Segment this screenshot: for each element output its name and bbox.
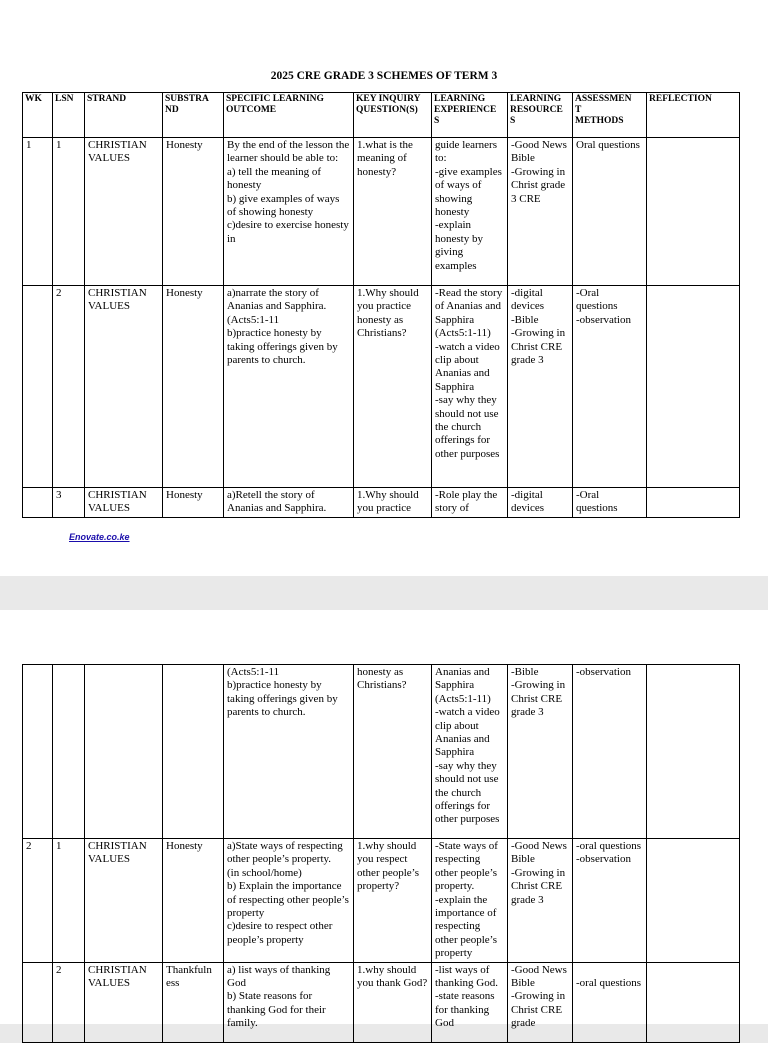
cell-kiq: 1.why should you thank God?	[354, 962, 432, 1042]
cell-slo: a)narrate the story of Ananias and Sapphira. (Acts5:1-11 b)practice honesty by taking offerings given by parents to church.	[224, 286, 354, 488]
cell-slo: (Acts5:1-11 b)practice honesty by taking offerings given by parents to church.	[224, 665, 354, 839]
header-experiences: LEARNING EXPERIENCE S	[432, 93, 508, 138]
cell-resources: -Good News Bible -Growing in Christ CRE grade 3	[508, 839, 573, 963]
cell-substrand	[163, 665, 224, 839]
cell-assessment: -Oral questions -observation	[573, 286, 647, 488]
table-row	[23, 286, 740, 488]
cell-lsn	[53, 665, 85, 839]
cell-lsn: 2	[53, 962, 85, 1042]
cell-assessment: -oral questions -observation	[573, 839, 647, 963]
cell-reflection	[647, 138, 740, 286]
cell-resources: -Bible -Growing in Christ CRE grade 3	[508, 665, 573, 839]
cell-resources: -digital devices -Bible -Growing in Christ CRE grade 3	[508, 286, 573, 488]
cell-wk: 2	[23, 839, 53, 963]
header-strand: STRAND	[85, 93, 163, 138]
cell-strand: CHRISTIAN VALUES	[85, 488, 163, 518]
cell-assessment: -Oral questions	[573, 488, 647, 518]
cell-reflection	[647, 665, 740, 839]
header-slo: SPECIFIC LEARNING OUTCOME	[224, 93, 354, 138]
header-substrand: SUBSTRA ND	[163, 93, 224, 138]
cell-strand	[85, 665, 163, 839]
table-row	[23, 138, 740, 286]
cell-kiq: 1.Why should you practice honesty as Christians?	[354, 286, 432, 488]
cell-experiences: -State ways of respecting other people’s property. -explain the importance of respecting other people’s property	[432, 839, 508, 963]
cell-wk	[23, 488, 53, 518]
cell-lsn: 3	[53, 488, 85, 518]
cell-resources: -Good News Bible -Growing in Christ CRE grade	[508, 962, 573, 1042]
footer-link[interactable]: Enovate.co.ke	[69, 532, 130, 542]
cell-reflection	[647, 286, 740, 488]
cell-lsn: 2	[53, 286, 85, 488]
cell-slo: a)Retell the story of Ananias and Sapphira.	[224, 488, 354, 518]
cell-wk: 1	[23, 138, 53, 286]
cell-substrand: Thankfuln ess	[163, 962, 224, 1042]
cell-assessment: -observation	[573, 665, 647, 839]
cell-strand: CHRISTIAN VALUES	[85, 839, 163, 963]
cell-kiq: 1.why should you respect other people’s property?	[354, 839, 432, 963]
cell-assessment: -oral questions	[573, 962, 647, 1042]
cell-reflection	[647, 962, 740, 1042]
cell-lsn: 1	[53, 138, 85, 286]
cell-substrand: Honesty	[163, 286, 224, 488]
cell-kiq: 1.Why should you practice	[354, 488, 432, 518]
header-assessment: ASSESSMEN T METHODS	[573, 93, 647, 138]
schemes-table	[22, 92, 740, 518]
cell-kiq: honesty as Christians?	[354, 665, 432, 839]
cell-experiences: -Role play the story of	[432, 488, 508, 518]
cell-substrand: Honesty	[163, 488, 224, 518]
cell-reflection	[647, 488, 740, 518]
table-row	[23, 665, 740, 839]
cell-strand: CHRISTIAN VALUES	[85, 286, 163, 488]
document-title: 2025 CRE GRADE 3 SCHEMES OF TERM 3	[270, 70, 498, 82]
cell-lsn: 1	[53, 839, 85, 963]
cell-slo: a)State ways of respecting other people’s property. (in school/home) b) Explain the importance of respecting other people’s property c)desire to respect other people’s property	[224, 839, 354, 963]
cell-substrand: Honesty	[163, 839, 224, 963]
cell-experiences: Ananias and Sapphira (Acts5:1-11) -watch a video clip about Ananias and Sapphira -say why they should not use the church offerings for other purposes	[432, 665, 508, 839]
schemes-table-continued	[22, 664, 740, 1043]
cell-experiences: guide learners to: -give examples of ways of showing honesty -explain honesty by giving examples	[432, 138, 508, 286]
header-resources: LEARNING RESOURCE S	[508, 93, 573, 138]
cell-experiences: -Read the story of Ananias and Sapphira (Acts5:1-11) -watch a video clip about Ananias and Sapphira -say why they should not use the church offerings for other purposes	[432, 286, 508, 488]
table-row	[23, 962, 740, 1042]
cell-resources: -Good News Bible -Growing in Christ grade 3 CRE	[508, 138, 573, 286]
cell-wk	[23, 665, 53, 839]
cell-assessment: Oral questions	[573, 138, 647, 286]
header-kiq: KEY INQUIRY QUESTION(S)	[354, 93, 432, 138]
cell-experiences: -list ways of thanking God. -state reasons for thanking God	[432, 962, 508, 1042]
document-page-2	[0, 610, 768, 1030]
cell-wk	[23, 286, 53, 488]
header-reflection: REFLECTION	[647, 93, 740, 138]
cell-strand: CHRISTIAN VALUES	[85, 962, 163, 1042]
cell-wk	[23, 962, 53, 1042]
cell-slo: a) list ways of thanking God b) State reasons for thanking God for their family.	[224, 962, 354, 1042]
table-row	[23, 839, 740, 963]
table-row	[23, 488, 740, 518]
cell-resources: -digital devices	[508, 488, 573, 518]
cell-substrand: Honesty	[163, 138, 224, 286]
cell-reflection	[647, 839, 740, 963]
cell-strand: CHRISTIAN VALUES	[85, 138, 163, 286]
cell-kiq: 1.what is the meaning of honesty?	[354, 138, 432, 286]
header-wk: WK	[23, 93, 53, 138]
header-lsn: LSN	[53, 93, 85, 138]
cell-slo: By the end of the lesson the learner should be able to: a) tell the meaning of honesty b) give examples of ways of showing honesty c)desire to exercise honesty in	[224, 138, 354, 286]
